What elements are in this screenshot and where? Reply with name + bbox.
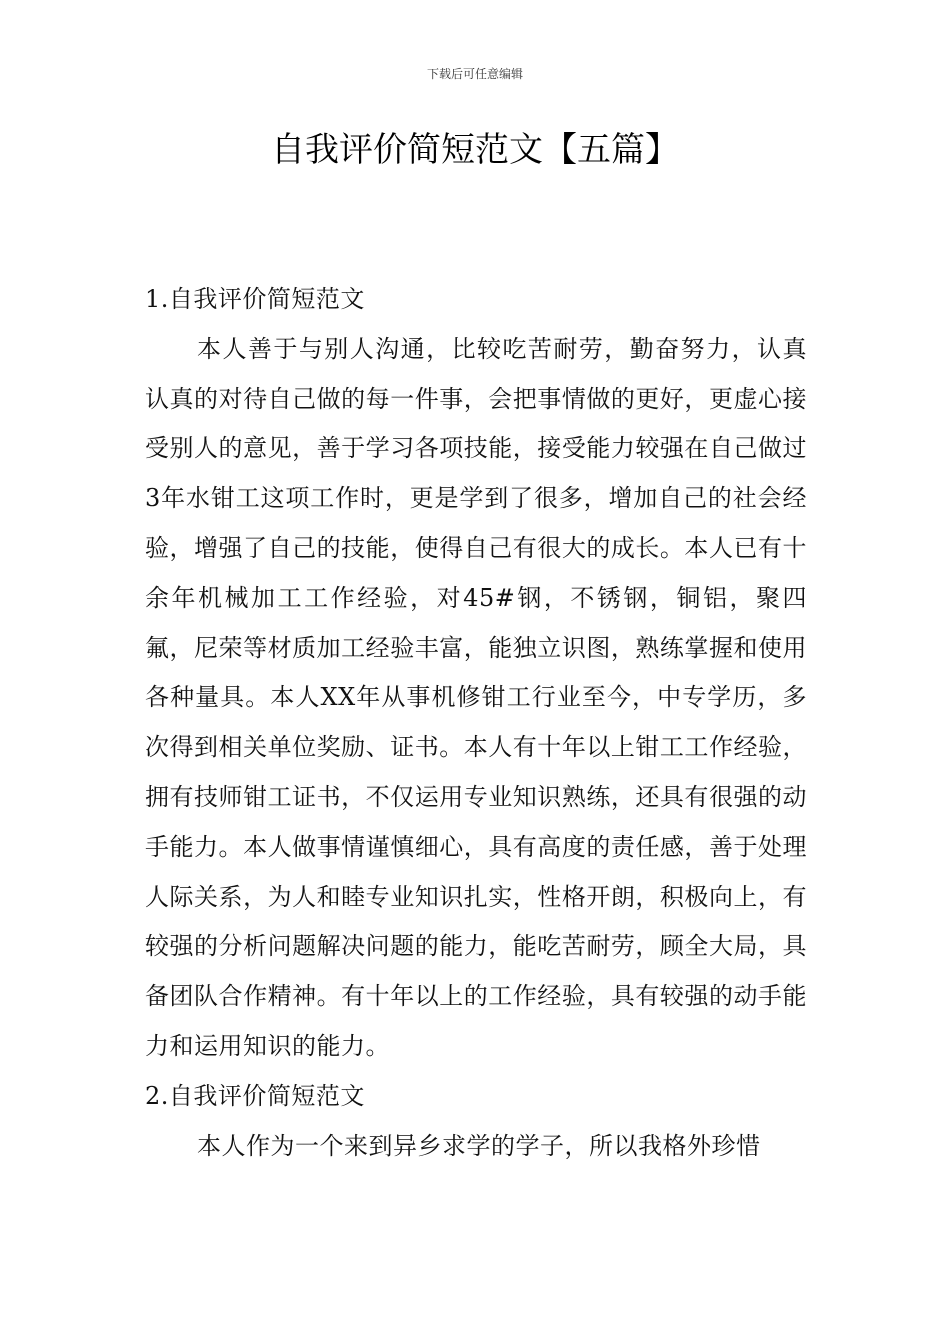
section-1-heading: 1.自我评价简短范文 bbox=[145, 285, 365, 313]
document-title: 自我评价简短范文【五篇】 bbox=[271, 130, 679, 170]
section-1-paragraph: 本人善于与别人沟通，比较吃苦耐劳，勤奋努力，认真认真的对待自己做的每一件事，会把事情做的更好，更虚心接受别人的意见，善于学习各项技能，接受能力较强在自己做过3年水钳工这项工作时，更是学到了很多，增加自己的社会经验，增强了自己的技能，使得自己有很大的成长。本人已有十余年机械加工工作经验，对45#钢，不锈钢，铜铝，聚四氟，尼荣等材质加工经验丰富，能独立识图，熟练掌握和使用各种量具。本人XX年从事机修钳工行业至今，中专学历，多次得到相关单位奖励、证书。本人有十年以上钳工工作经验，拥有技师钳工证书，不仅运用专业知识熟练，还具有很强的动手能力。本人做事情谨慎细心，具有高度的责任感，善于处理人际关系，为人和睦专业知识扎实，性格开朗，积极向上，有较强的分析问题解决问题的能力，能吃苦耐劳，顾全大局，具备团队合作精神。有十年以上的工作经验，具有较强的动手能力和运用知识的能力。 bbox=[145, 334, 807, 1060]
section-2-paragraph: 本人作为一个来到异乡求学的学子，所以我格外珍惜 bbox=[197, 1131, 761, 1160]
document-body bbox=[145, 275, 807, 1171]
header-note: 下载后可任意编辑 bbox=[426, 67, 523, 81]
section-2-heading: 2.自我评价简短范文 bbox=[145, 1081, 365, 1110]
